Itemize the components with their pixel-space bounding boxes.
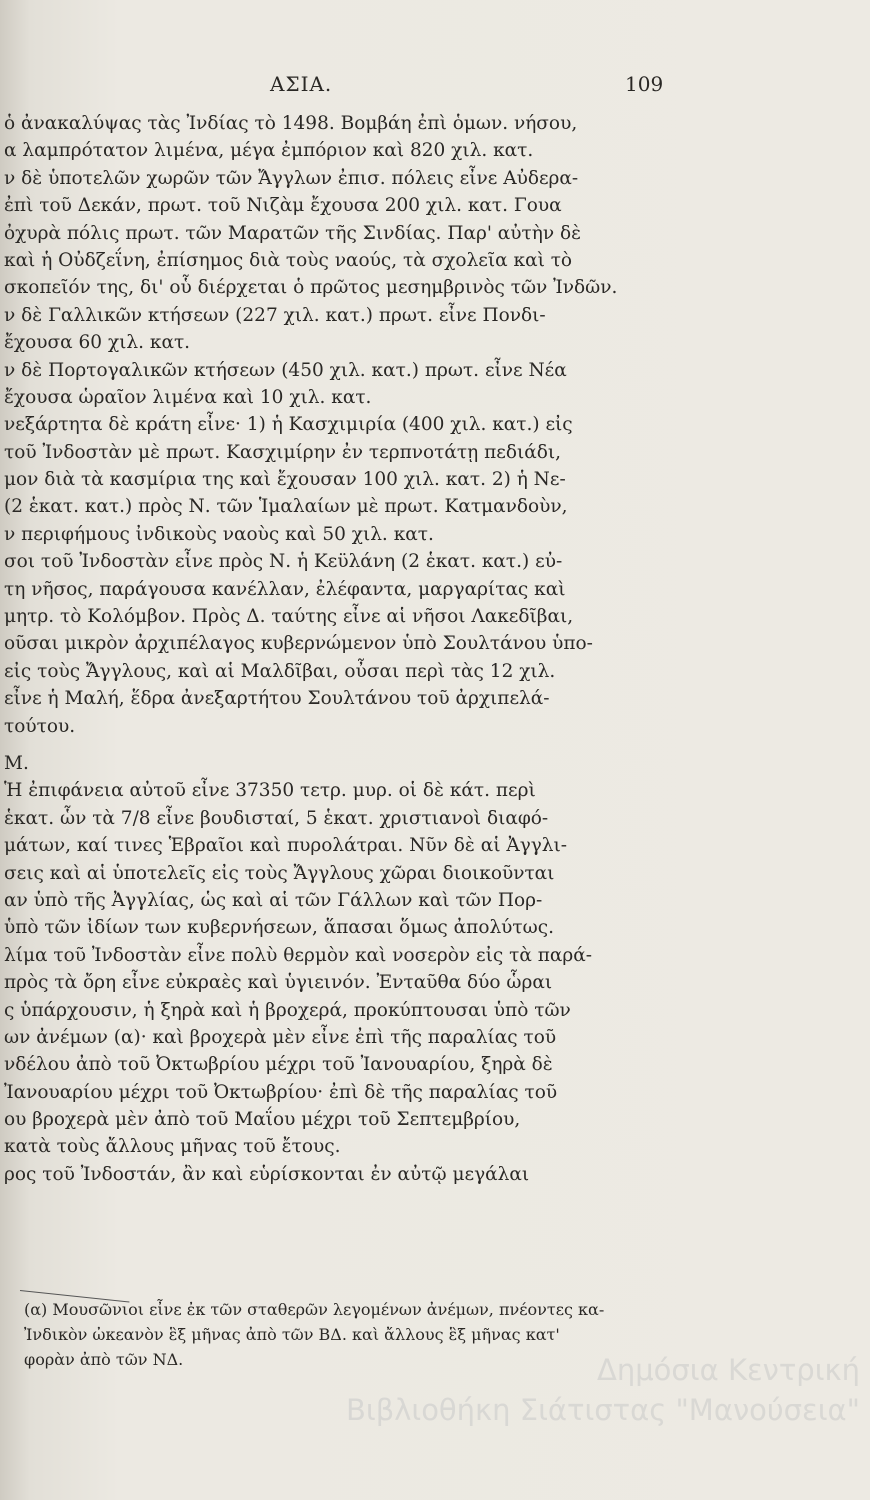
text-line: οῦσαι μικρὸν ἀρχιπέλαγος κυβερνώμενον ὑπὸ Σουλτάνου ὑπο- [4,633,593,655]
text-line: ἐπὶ τοῦ Δεκάν, πρωτ. τοῦ Νιζὰμ ἔχουσα 200 χιλ. κατ. Γουα [4,195,562,217]
text-line: αν ὑπὸ τῆς Ἀγγλίας, ὡς καὶ αἱ τῶν Γάλλων καὶ τῶν Πορ- [4,889,543,911]
text-line: ου βροχερὰ μὲν ἀπὸ τοῦ Μαΐου μέχρι τοῦ Σεπτεμβρίου, [4,1109,521,1131]
text-line: λίμα τοῦ Ἰνδοστὰν εἶνε πολὺ θερμὸν καὶ νοσερὸν εἰς τὰ παρά- [4,944,592,966]
text-line: πρὸς τὰ ὄρη εἶνε εὐκραὲς καὶ ὑγιεινόν. Ἐνταῦθα δύο ὧραι [4,972,553,994]
text-line: (2 ἑκατ. κατ.) πρὸς Ν. τῶν Ἱμαλαίων μὲ πρωτ. Κατμανδοὺν, [4,496,568,518]
text-line: ὀχυρὰ πόλις πρωτ. τῶν Μαρατῶν τῆς Σινδίας. Παρ' αὐτὴν δὲ [4,222,582,244]
text-line: ὁ ἀνακαλύψας τὰς Ἰνδίας τὸ 1498. Βομβάη ἐπὶ ὁμων. νήσου, [4,113,578,134]
text-line: εἰς τοὺς Ἄγγλους, καὶ αἱ Μαλδῖβαι, οὖσαι περὶ τὰς 12 χιλ. [4,660,556,682]
text-line: ὑπὸ τῶν ἰδίων των κυβερνήσεων, ἅπασαι ὅμως ἀπολύτως. [4,917,554,939]
footnote-line: (α) Μουσῶνιοι εἶνε ἐκ τῶν σταθερῶν λεγομένων ἀνέμων, πνέοντες κα- [24,1300,605,1319]
text-line: τοῦ Ἰνδοστὰν μὲ πρωτ. Κασχιμίρην ἐν τερπνοτάτῃ πεδιάδι, [4,441,561,463]
page-number: 109 [625,72,664,96]
text-line: κατὰ τοὺς ἄλλους μῆνας τοῦ ἔτους. [4,1136,341,1158]
watermark-line-2: Βιβλιοθήκη Σιάτιστας "Μανούσεια" [346,1393,860,1427]
text-line: ς ὑπάρχουσιν, ἡ ξηρὰ καὶ ἡ βροχερά, προκύπτουσαι ὑπὸ τῶν [4,999,571,1021]
footnote-line: Ἰνδικὸν ὠκεανὸν ἓξ μῆνας ἀπὸ τῶν ΒΔ. καὶ ἄλλους ἓξ μῆνας κατ' [24,1325,560,1344]
text-line: σοι τοῦ Ἰνδοστὰν εἶνε πρὸς Ν. ἡ Κεϋλάνη (2 ἑκατ. κατ.) εὐ- [4,551,563,573]
text-line: σεις καὶ αἱ ὑποτελεῖς εἰς τοὺς Ἄγγλους χῶραι διοικοῦνται [4,862,555,884]
running-header [0,72,870,102]
text-line: καὶ ἡ Οὐδζεΐνη, ἐπίσημος διὰ τοὺς ναούς, τὰ σχολεῖα καὶ τὸ [4,249,573,271]
text-line: ν δὲ Πορτογαλικῶν κτήσεων (450 χιλ. κατ.) πρωτ. εἶνε Νέα [4,359,567,381]
text-line: σκοπεῖόν της, δι' οὗ διέρχεται ὁ πρῶτος μεσημβρινὸς τῶν Ἰνδῶν. [4,277,618,299]
text-line: τούτου. [4,715,76,737]
text-line: α λαμπρότατον λιμένα, μέγα ἐμπόριον καὶ 820 χιλ. κατ. [4,140,534,162]
watermark-line-1: Δημόσια Κεντρική [597,1353,860,1387]
text-line: μον διὰ τὰ κασμίρια της καὶ ἔχουσαν 100 χιλ. κατ. 2) ἡ Νε- [4,469,566,491]
running-title: ΑΣΙΑ. [270,72,333,96]
text-line: ρος τοῦ Ἰνδοστάν, ἂν καὶ εὑρίσκονται ἐν αὐτῷ μεγάλαι [4,1163,530,1185]
text-line: ν δὲ ὑποτελῶν χωρῶν τῶν Ἄγγλων ἐπισ. πόλεις εἶνε Αὐδερα- [4,167,579,189]
text-line: μάτων, καί τινες Ἑβραῖοι καὶ πυρολάτραι. Νῦν δὲ αἱ Ἀγγλι- [4,835,568,857]
text-line: μητρ. τὸ Κολόμβον. Πρὸς Δ. ταύτης εἶνε αἱ νῆσοι Λακεδῖβαι, [4,606,574,628]
text-line: ν δὲ Γαλλικῶν κτήσεων (227 χιλ. κατ.) πρωτ. εἶνε Πονδι- [4,304,546,326]
text-line: νεξάρτητα δὲ κράτη εἶνε· 1) ἡ Κασχιμιρία (400 χιλ. κατ.) εἰς [4,414,573,436]
text-line: Ἰανουαρίου μέχρι τοῦ Ὀκτωβρίου· ἐπὶ δὲ τῆς παραλίας τοῦ [4,1081,558,1103]
main-text [4,110,684,1188]
text-line: ἔχουσα ὡραῖον λιμένα καὶ 10 χιλ. κατ. [4,386,372,408]
text-line: νδέλου ἀπὸ τοῦ Ὀκτωβρίου μέχρι τοῦ Ἰανουαρίου, ξηρὰ δὲ [4,1054,553,1076]
text-line: τη νῆσος, παράγουσα κανέλλαν, ἐλέφαντα, μαργαρίτας καὶ [4,578,566,600]
text-line: ἑκατ. ὧν τὰ 7/8 εἶνε βουδισταί, 5 ἑκατ. χριστιανοὶ διαφό- [4,807,549,829]
text-line: ων ἀνέμων (α)· καὶ βροχερὰ μὲν εἶνε ἐπὶ τῆς παραλίας τοῦ [4,1026,557,1048]
text-line: ἔχουσα 60 χιλ. κατ. [4,332,191,354]
text-line: ν περιφήμους ἰνδικοὺς ναοὺς καὶ 50 χιλ. κατ. [4,523,434,545]
library-watermark [200,1350,860,1430]
text-line: M. [4,752,29,774]
text-line: εἶνε ἡ Μαλή, ἕδρα ἀνεξαρτήτου Σουλτάνου τοῦ ἀρχιπελά- [4,688,550,710]
text-line: Ἡ ἐπιφάνεια αὐτοῦ εἶνε 37350 τετρ. μυρ. οἱ δὲ κάτ. περὶ [4,780,536,802]
footnote-line: φορὰν ἀπὸ τῶν ΝΔ. [24,1350,184,1369]
